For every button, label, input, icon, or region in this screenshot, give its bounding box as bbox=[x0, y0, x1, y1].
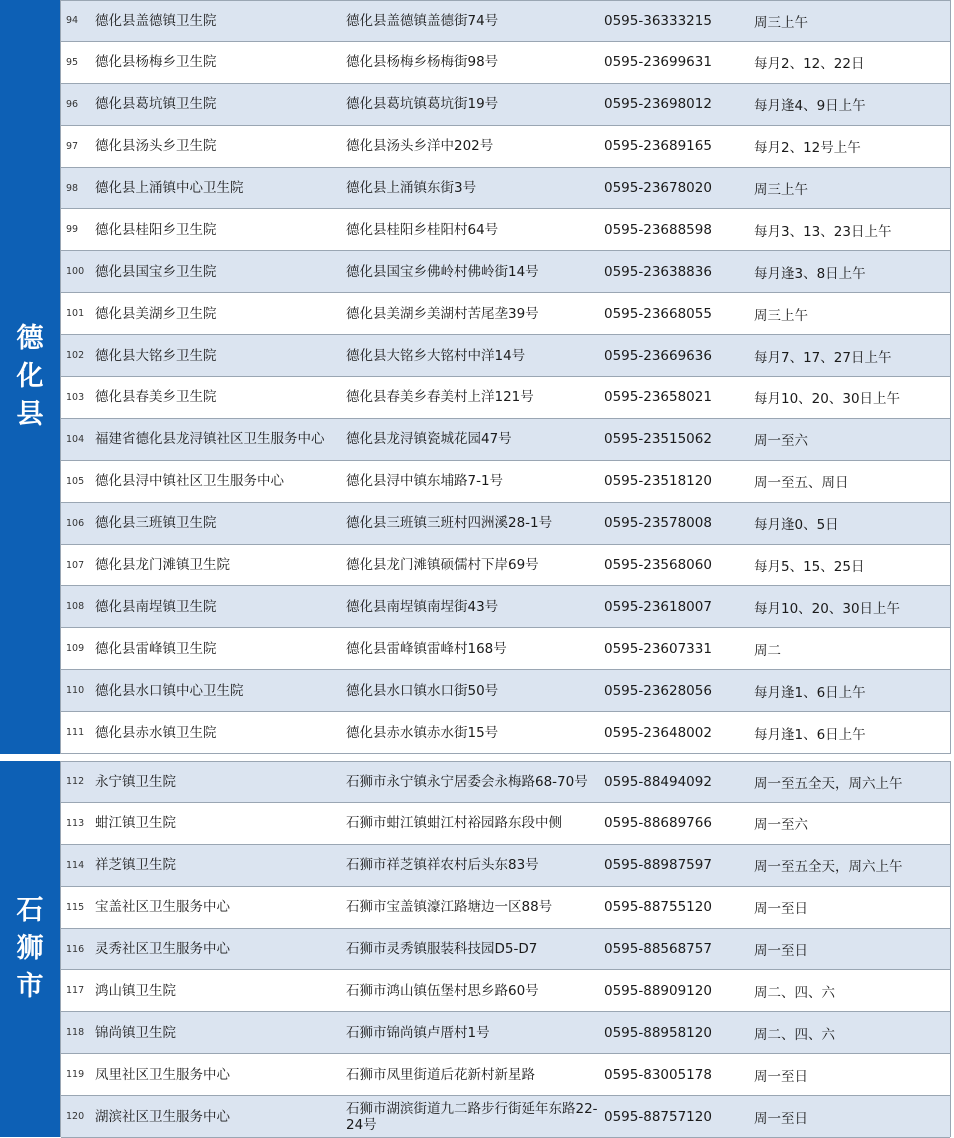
service-time: 周一至六 bbox=[754, 817, 808, 834]
facility-name: 德化县春美乡卫生院 bbox=[95, 389, 217, 406]
facility-name: 祥芝镇卫生院 bbox=[95, 857, 176, 874]
table-row bbox=[61, 887, 950, 929]
section-shishi bbox=[0, 761, 954, 1137]
facility-name: 宝盖社区卫生服务中心 bbox=[95, 899, 230, 916]
facility-name: 福建省德化县龙浔镇社区卫生服务中心 bbox=[95, 431, 325, 448]
region-char: 市 bbox=[16, 971, 44, 1002]
region-char: 德 bbox=[16, 323, 44, 354]
facility-name: 德化县国宝乡卫生院 bbox=[95, 263, 217, 280]
facility-phone: 0595-88909120 bbox=[604, 982, 712, 999]
facility-phone: 0595-88757120 bbox=[604, 1108, 712, 1125]
facility-name: 德化县南埕镇卫生院 bbox=[95, 598, 217, 615]
table-row bbox=[61, 845, 950, 887]
facility-phone: 0595-23618007 bbox=[604, 598, 712, 615]
service-time: 每月逢1、6日上午 bbox=[754, 726, 866, 743]
facility-phone: 0595-23578008 bbox=[604, 515, 712, 532]
region-char: 狮 bbox=[16, 933, 44, 964]
facility-address: 石狮市锦尚镇卢厝村1号 bbox=[346, 1024, 490, 1041]
table-row bbox=[61, 545, 950, 587]
service-time: 每月逢4、9日上午 bbox=[754, 98, 866, 115]
facility-name: 凤里社区卫生服务中心 bbox=[95, 1066, 230, 1083]
table-rows bbox=[60, 0, 951, 754]
facility-address: 德化县桂阳乡桂阳村64号 bbox=[346, 221, 499, 238]
facility-phone: 0595-23568060 bbox=[604, 557, 712, 574]
service-time: 每月3、13、23日上午 bbox=[754, 223, 892, 240]
facility-phone: 0595-88755120 bbox=[604, 899, 712, 916]
table-row bbox=[61, 712, 950, 754]
facility-phone: 0595-23668055 bbox=[604, 305, 712, 322]
row-number: 115 bbox=[66, 901, 85, 913]
service-time: 每月2、12号上午 bbox=[754, 140, 861, 157]
row-number: 98 bbox=[66, 182, 79, 194]
facility-address: 德化县三班镇三班村四洲溪28-1号 bbox=[346, 515, 553, 532]
row-number: 107 bbox=[66, 559, 85, 571]
table-row bbox=[61, 929, 950, 971]
facility-address: 德化县龙浔镇瓷城花园47号 bbox=[346, 431, 512, 448]
table-row bbox=[61, 628, 950, 670]
service-time: 周二、四、六 bbox=[754, 1026, 835, 1043]
row-number: 104 bbox=[66, 433, 85, 445]
row-number: 120 bbox=[66, 1111, 85, 1123]
facility-phone: 0595-23699631 bbox=[604, 54, 712, 71]
table-row bbox=[61, 377, 950, 419]
facility-address: 德化县赤水镇赤水街15号 bbox=[346, 724, 499, 741]
table-row bbox=[61, 42, 950, 84]
row-number: 111 bbox=[66, 727, 85, 739]
row-number: 110 bbox=[66, 685, 85, 697]
facility-name: 永宁镇卫生院 bbox=[95, 773, 176, 790]
service-time: 每月逢0、5日 bbox=[754, 517, 839, 534]
table-row bbox=[61, 1054, 950, 1096]
facility-phone: 0595-36333215 bbox=[604, 12, 712, 29]
service-time: 每月2、12、22日 bbox=[754, 56, 865, 73]
facility-phone: 0595-23638836 bbox=[604, 263, 712, 280]
service-time: 每月5、15、25日 bbox=[754, 559, 865, 576]
row-number: 119 bbox=[66, 1069, 85, 1081]
facility-address: 德化县美湖乡美湖村苦尾垄39号 bbox=[346, 305, 539, 322]
facility-name: 德化县赤水镇卫生院 bbox=[95, 724, 217, 741]
service-time: 周三上午 bbox=[754, 182, 808, 198]
table-row bbox=[61, 168, 950, 210]
row-number: 102 bbox=[66, 350, 85, 362]
row-number: 113 bbox=[66, 817, 85, 829]
facility-name: 德化县雷峰镇卫生院 bbox=[95, 640, 217, 657]
facility-address: 德化县龙门滩镇硕儒村下岸69号 bbox=[346, 557, 539, 574]
table-rows bbox=[60, 761, 951, 1137]
row-number: 95 bbox=[66, 56, 79, 68]
row-number: 96 bbox=[66, 98, 79, 110]
table-row bbox=[61, 1012, 950, 1054]
table-row bbox=[61, 670, 950, 712]
facility-phone: 0595-23689165 bbox=[604, 138, 712, 155]
facility-name: 鸿山镇卫生院 bbox=[95, 982, 176, 999]
table-row bbox=[61, 335, 950, 377]
facility-phone: 0595-88958120 bbox=[604, 1024, 712, 1041]
facility-address: 德化县盖德镇盖德街74号 bbox=[346, 12, 499, 29]
facility-phone: 0595-23607331 bbox=[604, 640, 712, 657]
table-row bbox=[61, 209, 950, 251]
table-row bbox=[61, 1096, 950, 1138]
service-time: 周一至日 bbox=[754, 943, 808, 959]
row-number: 101 bbox=[66, 308, 85, 320]
row-number: 94 bbox=[66, 15, 79, 27]
row-number: 108 bbox=[66, 601, 85, 613]
table-row bbox=[61, 0, 950, 42]
facility-name: 德化县杨梅乡卫生院 bbox=[95, 54, 217, 71]
facility-name: 德化县桂阳乡卫生院 bbox=[95, 221, 217, 238]
service-time: 周一至日 bbox=[754, 1068, 808, 1085]
facility-name: 湖滨社区卫生服务中心 bbox=[95, 1108, 230, 1125]
service-time: 周一至五全天，周六上午 bbox=[754, 859, 903, 876]
row-number: 105 bbox=[66, 475, 85, 487]
facility-phone: 0595-23678020 bbox=[604, 180, 712, 196]
facility-name: 灵秀社区卫生服务中心 bbox=[95, 941, 230, 957]
facility-address: 德化县葛坑镇葛坑街19号 bbox=[346, 96, 499, 113]
facility-phone: 0595-88689766 bbox=[604, 815, 712, 832]
service-time: 每月10、20、30日上午 bbox=[754, 600, 901, 617]
facility-phone: 0595-23669636 bbox=[604, 347, 712, 364]
service-time: 周一至五、周日 bbox=[754, 475, 849, 492]
region-char: 化 bbox=[16, 361, 44, 392]
table-row bbox=[61, 419, 950, 461]
service-time: 周一至五全天，周六上午 bbox=[754, 775, 903, 792]
region-band bbox=[0, 761, 60, 1137]
region-char: 县 bbox=[16, 399, 44, 430]
facility-name: 德化县美湖乡卫生院 bbox=[95, 305, 217, 322]
service-time: 每月逢1、6日上午 bbox=[754, 684, 866, 701]
facility-address: 德化县水口镇水口街50号 bbox=[346, 682, 499, 699]
table-row bbox=[61, 503, 950, 545]
facility-name: 德化县三班镇卫生院 bbox=[95, 515, 217, 532]
facility-phone: 0595-23628056 bbox=[604, 682, 712, 699]
service-time: 每月10、20、30日上午 bbox=[754, 391, 901, 408]
facility-phone: 0595-88494092 bbox=[604, 773, 712, 790]
table-row bbox=[61, 84, 950, 126]
service-time: 周二、四、六 bbox=[754, 984, 835, 1001]
facility-name: 德化县龙门滩镇卫生院 bbox=[95, 557, 230, 574]
facility-address: 德化县南埕镇南埕街43号 bbox=[346, 598, 499, 615]
table-row bbox=[61, 126, 950, 168]
facility-address: 石狮市蚶江镇蚶江村裕园路东段中侧 bbox=[346, 815, 562, 832]
row-number: 109 bbox=[66, 643, 85, 655]
facility-phone: 0595-83005178 bbox=[604, 1066, 712, 1083]
facility-address: 德化县上涌镇东街3号 bbox=[346, 180, 477, 196]
service-time: 周一至日 bbox=[754, 1110, 808, 1127]
facility-address: 德化县国宝乡佛岭村佛岭街14号 bbox=[346, 263, 539, 280]
facility-address: 德化县大铭乡大铭村中洋14号 bbox=[346, 347, 526, 364]
facility-address: 石狮市灵秀镇服装科技园D5-D7 bbox=[346, 941, 538, 957]
facility-name: 锦尚镇卫生院 bbox=[95, 1024, 176, 1041]
service-time: 周一至六 bbox=[754, 433, 808, 450]
facility-name: 德化县大铭乡卫生院 bbox=[95, 347, 217, 364]
facility-address: 石狮市永宁镇永宁居委会永梅路68-70号 bbox=[346, 773, 588, 790]
table-row bbox=[61, 293, 950, 335]
facility-phone: 0595-23688598 bbox=[604, 221, 712, 238]
facility-address: 德化县春美乡春美村上洋121号 bbox=[346, 389, 534, 406]
facility-address: 德化县杨梅乡杨梅街98号 bbox=[346, 54, 499, 71]
table-row bbox=[61, 251, 950, 293]
row-number: 100 bbox=[66, 266, 85, 278]
table-row bbox=[61, 761, 950, 803]
service-time: 周一至日 bbox=[754, 901, 808, 918]
row-number: 117 bbox=[66, 985, 85, 997]
facility-address: 石狮市祥芝镇祥农村后头东83号 bbox=[346, 857, 539, 874]
facility-phone: 0595-23658021 bbox=[604, 389, 712, 406]
table-row bbox=[61, 803, 950, 845]
facility-name: 德化县上涌镇中心卫生院 bbox=[95, 180, 244, 196]
service-time: 周三上午 bbox=[754, 307, 808, 324]
service-time: 周二 bbox=[754, 642, 781, 659]
row-number: 116 bbox=[66, 943, 85, 955]
facility-phone: 0595-23518120 bbox=[604, 473, 712, 490]
table-row bbox=[61, 461, 950, 503]
facility-phone: 0595-23648002 bbox=[604, 724, 712, 741]
facility-name: 德化县盖德镇卫生院 bbox=[95, 12, 217, 29]
region-char: 石 bbox=[16, 895, 44, 926]
facility-address: 石狮市宝盖镇濠江路塘边一区88号 bbox=[346, 899, 553, 916]
table-row bbox=[61, 970, 950, 1012]
facility-address: 石狮市鸿山镇伍堡村思乡路60号 bbox=[346, 982, 539, 999]
row-number: 103 bbox=[66, 391, 85, 403]
table-row bbox=[61, 586, 950, 628]
facility-name: 德化县葛坑镇卫生院 bbox=[95, 96, 217, 113]
row-number: 99 bbox=[66, 224, 79, 236]
row-number: 97 bbox=[66, 140, 79, 152]
facility-phone: 0595-23515062 bbox=[604, 431, 712, 448]
row-number: 114 bbox=[66, 859, 85, 871]
facility-address: 德化县浔中镇东埔路7-1号 bbox=[346, 473, 504, 490]
facility-address: 德化县汤头乡洋中202号 bbox=[346, 138, 494, 155]
facility-name: 德化县汤头乡卫生院 bbox=[95, 138, 217, 155]
service-time: 周三上午 bbox=[754, 14, 808, 31]
service-time: 每月逢3、8日上午 bbox=[754, 265, 866, 282]
row-number: 106 bbox=[66, 517, 85, 529]
facility-name: 德化县浔中镇社区卫生服务中心 bbox=[95, 473, 284, 490]
facility-phone: 0595-88568757 bbox=[604, 941, 712, 957]
facility-address: 德化县雷峰镇雷峰村168号 bbox=[346, 640, 507, 657]
facility-address: 石狮市湖滨街道九二路步行街延年东路22-24号 bbox=[346, 1100, 598, 1133]
facility-phone: 0595-23698012 bbox=[604, 96, 712, 113]
facility-name: 蚶江镇卫生院 bbox=[95, 815, 176, 832]
facility-name: 德化县水口镇中心卫生院 bbox=[95, 682, 244, 699]
region-band bbox=[0, 0, 60, 754]
facility-address: 石狮市凤里街道后花新村新星路 bbox=[346, 1066, 535, 1083]
facility-phone: 0595-88987597 bbox=[604, 857, 712, 874]
row-number: 112 bbox=[66, 776, 85, 788]
row-number: 118 bbox=[66, 1027, 85, 1039]
service-time: 每月7、17、27日上午 bbox=[754, 349, 892, 366]
